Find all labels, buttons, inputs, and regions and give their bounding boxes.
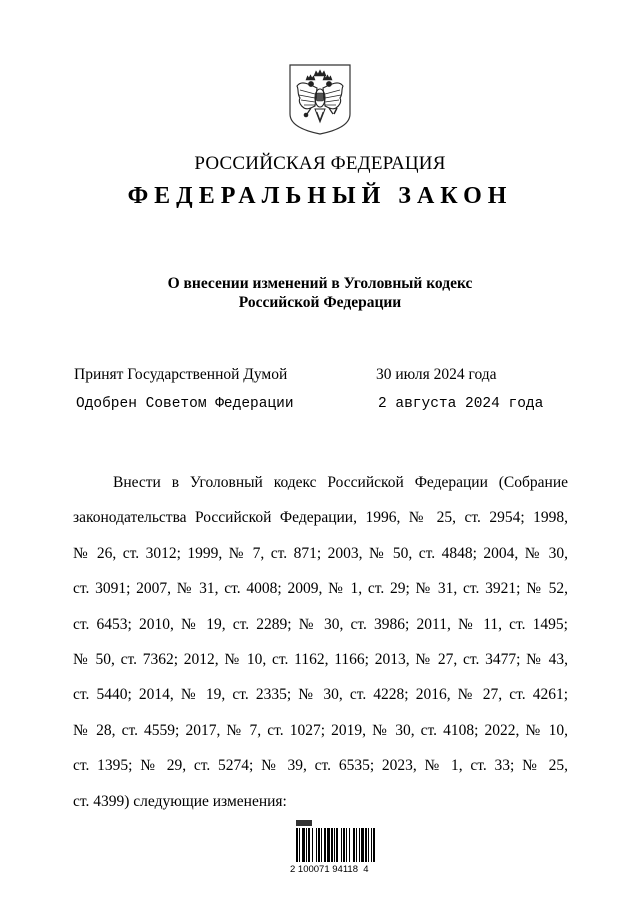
barcode-bars-icon <box>290 818 390 864</box>
barcode-bar <box>321 828 322 862</box>
barcode-bar <box>368 828 369 862</box>
barcode-bar <box>306 828 307 862</box>
body-line: № 26, ст. 3012; 1999, № 7, ст. 871; 2003, № 50, ст. 4848; 2004, № 30, <box>73 544 568 562</box>
body-line: ст. 1395; № 29, ст. 5274; № 39, ст. 6535; 2023, № 1, ст. 33; № 25, <box>73 757 568 775</box>
law-title-line-2: Российской Федерации <box>238 294 402 311</box>
body-line: законодательства Российской Федерации, 1996, № 25, ст. 2954; 1998, <box>73 509 568 527</box>
body-line: ст. 4399) следующие изменения: <box>73 792 287 810</box>
body-line: № 50, ст. 7362; 2012, № 10, ст. 1162, 1166; 2013, № 27, ст. 3477; № 43, <box>73 651 568 669</box>
barcode-bar <box>296 828 298 862</box>
barcode-number: 2 100071 94118 4 <box>290 864 369 875</box>
barcode-bar <box>361 828 364 862</box>
barcode-bar <box>343 828 345 862</box>
barcode-bar <box>341 828 342 862</box>
law-body-paragraph <box>73 465 568 819</box>
barcode-bar <box>327 828 330 862</box>
state-emblem-icon <box>287 62 353 136</box>
barcode <box>290 818 390 864</box>
barcode-bar <box>353 828 355 862</box>
body-line: ст. 5440; 2014, № 19, ст. 2335; № 30, ст. 4228; 2016, № 27, ст. 4261; <box>73 686 568 704</box>
barcode-bar <box>331 828 333 862</box>
barcode-bar <box>365 828 367 862</box>
country-name: РОССИЙСКАЯ ФЕДЕРАЦИЯ <box>194 153 446 174</box>
adopted-date: 30 июля 2024 года <box>376 366 497 383</box>
approved-date: 2 августа 2024 года <box>378 396 544 412</box>
barcode-bar <box>356 828 357 862</box>
law-type-heading: ФЕДЕРАЛЬНЫЙ ЗАКОН <box>127 183 513 209</box>
barcode-bar <box>334 828 335 862</box>
barcode-bar <box>371 828 372 862</box>
barcode-bar <box>324 828 326 862</box>
barcode-bar <box>318 828 320 862</box>
barcode-mark <box>296 820 312 826</box>
law-title-line-1: О внесении изменений в Уголовный кодекс <box>167 275 473 292</box>
barcode-bar <box>336 828 338 862</box>
barcode-bar <box>302 828 305 862</box>
barcode-bar <box>299 828 300 862</box>
barcode-bar <box>373 828 375 862</box>
barcode-bar <box>312 828 313 862</box>
barcode-bar <box>316 828 317 862</box>
adopted-label: Принят Государственной Думой <box>74 366 288 383</box>
body-line: ст. 3091; 2007, № 31, ст. 4008; 2009, № 1, ст. 29; № 31, ст. 3921; № 52, <box>73 580 568 598</box>
body-line: ст. 6453; 2010, № 19, ст. 2289; № 30, ст. 3986; 2011, № 11, ст. 1495; <box>73 615 568 633</box>
approved-label: Одобрен Советом Федерации <box>76 396 294 412</box>
barcode-bar <box>346 828 347 862</box>
barcode-bar <box>308 828 310 862</box>
body-line: Внести в Уголовный кодекс Российской Федерации (Собрание <box>113 474 568 491</box>
body-line: № 28, ст. 4559; 2017, № 7, ст. 1027; 2019, № 30, ст. 4108; 2022, № 10, <box>73 721 568 739</box>
law-title <box>0 274 640 312</box>
barcode-bar <box>349 828 350 862</box>
barcode-bar <box>359 828 360 862</box>
